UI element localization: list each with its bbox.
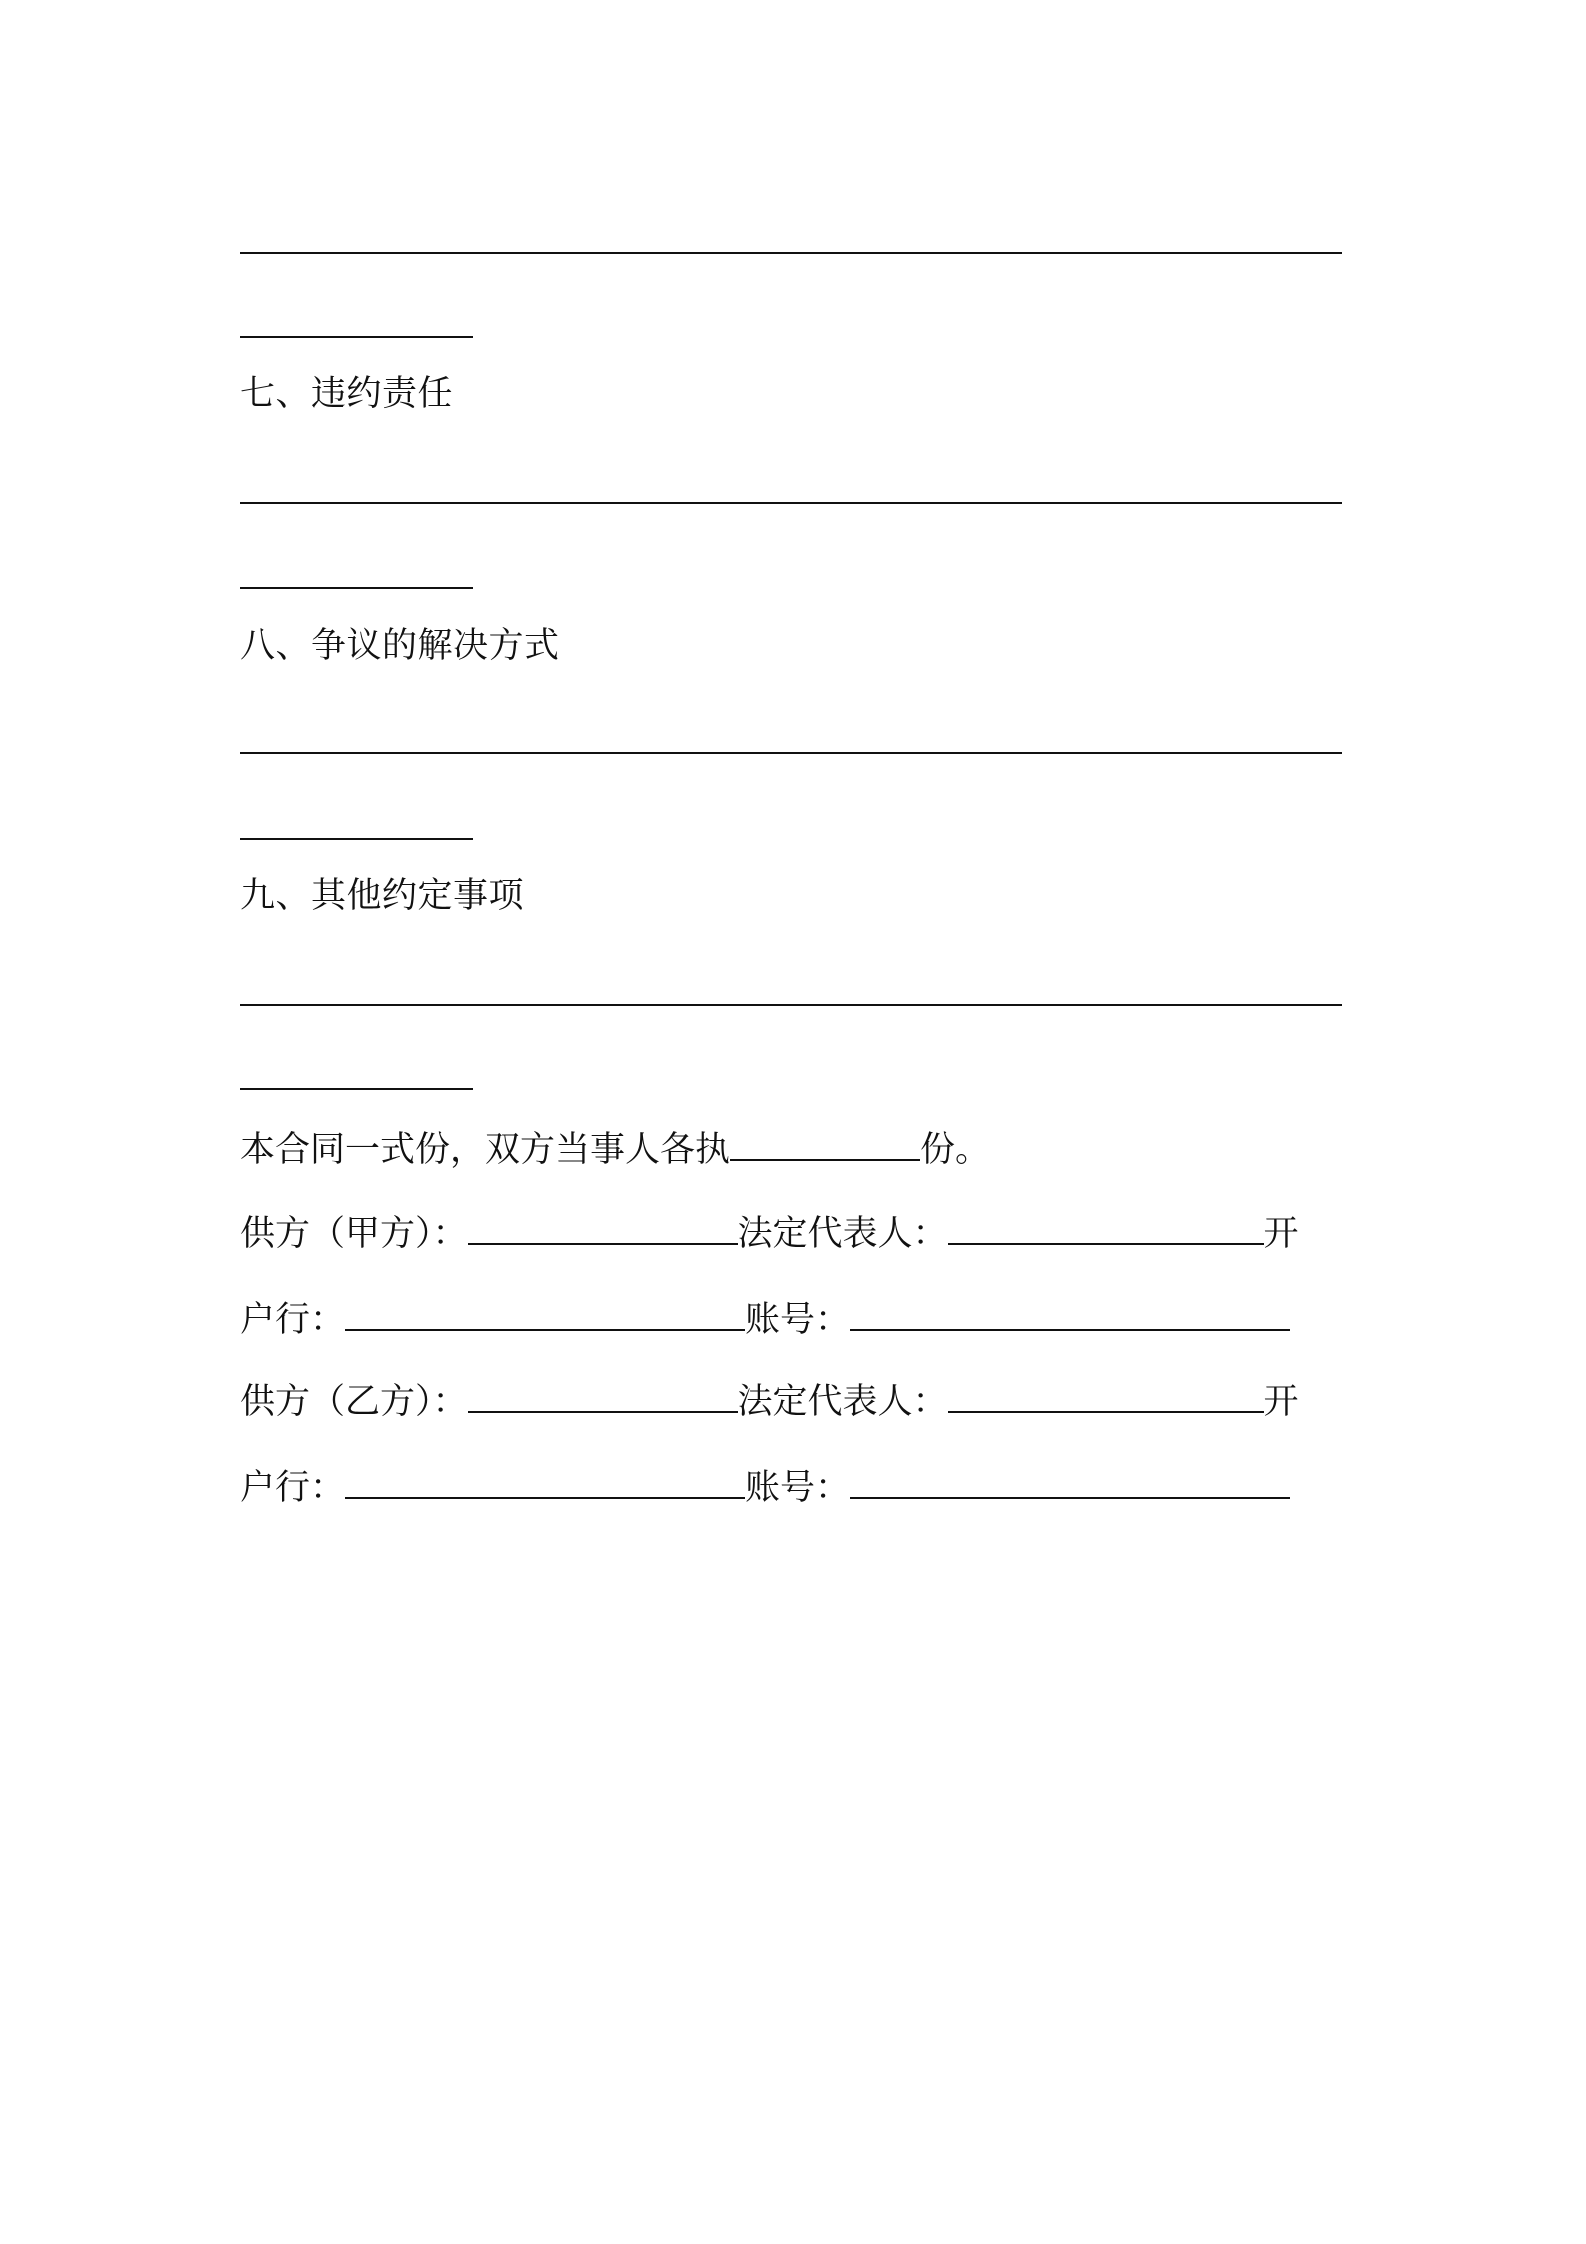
party-a-tail: 开 bbox=[1263, 1214, 1299, 1254]
fill-line bbox=[240, 752, 1342, 754]
copies-suffix: 份。 bbox=[920, 1130, 991, 1170]
party-a-bank-blank[interactable] bbox=[345, 1301, 745, 1331]
party-b-name-blank[interactable] bbox=[468, 1383, 738, 1413]
section-heading-other: 九、其他约定事项 bbox=[240, 876, 525, 916]
fill-line bbox=[240, 1088, 473, 1090]
party-b-tail: 开 bbox=[1263, 1382, 1299, 1422]
fill-line bbox=[240, 838, 473, 840]
party-a-line bbox=[240, 1212, 1342, 1256]
fill-line bbox=[240, 502, 1342, 504]
party-b-label: 供方（乙方）： bbox=[240, 1382, 468, 1422]
party-b-bank-label: 户行： bbox=[240, 1468, 346, 1508]
party-a-account-label: 账号： bbox=[745, 1300, 851, 1340]
party-a-bank-label: 户行： bbox=[240, 1300, 346, 1340]
party-b-rep-label: 法定代表人： bbox=[737, 1382, 948, 1422]
copies-blank[interactable] bbox=[730, 1131, 920, 1161]
fill-line bbox=[240, 1004, 1342, 1006]
copies-line bbox=[240, 1128, 1342, 1172]
party-a-account-blank[interactable] bbox=[850, 1301, 1290, 1331]
section-heading-breach: 七、违约责任 bbox=[240, 374, 454, 414]
party-a-rep-blank[interactable] bbox=[948, 1215, 1264, 1245]
copies-prefix: 本合同一式份，双方当事人各执 bbox=[240, 1130, 731, 1170]
party-b-bank-line bbox=[240, 1466, 1342, 1510]
party-b-line bbox=[240, 1380, 1342, 1424]
party-a-rep-label: 法定代表人： bbox=[737, 1214, 948, 1254]
party-b-rep-blank[interactable] bbox=[948, 1383, 1264, 1413]
party-b-account-blank[interactable] bbox=[850, 1469, 1290, 1499]
fill-line bbox=[240, 587, 473, 589]
party-a-label: 供方（甲方）： bbox=[240, 1214, 468, 1254]
party-b-account-label: 账号： bbox=[745, 1468, 851, 1508]
party-a-name-blank[interactable] bbox=[468, 1215, 738, 1245]
fill-line bbox=[240, 336, 473, 338]
party-a-bank-line bbox=[240, 1298, 1342, 1342]
party-b-bank-blank[interactable] bbox=[345, 1469, 745, 1499]
section-heading-dispute: 八、争议的解决方式 bbox=[240, 626, 560, 666]
fill-line bbox=[240, 252, 1342, 254]
